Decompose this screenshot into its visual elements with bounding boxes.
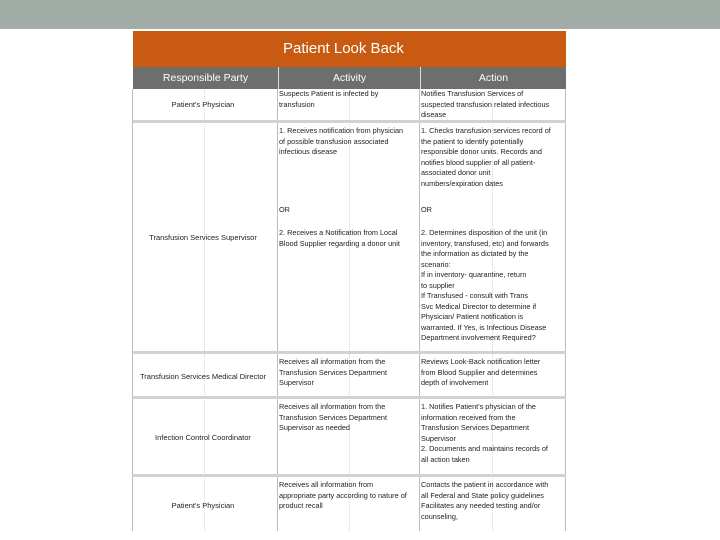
header-activity: Activity — [332, 72, 367, 84]
row-activity-1: 1. Receives notification from physician of possible transfusion associated infectious disease — [279, 126, 404, 156]
row-separator — [133, 351, 566, 354]
row-activity: Receives all information from appropriate party according to nature of product recall — [279, 480, 407, 510]
row-party: Infection Control Coordinator — [155, 433, 251, 442]
row-action: 1. Notifies Patient's physician of the information received from the Transfusion Services Department Supervisor 2. Documents and maintains records of all action taken — [421, 402, 548, 464]
row-party: Patient's Physician — [171, 100, 235, 109]
top-banner — [0, 0, 720, 29]
row-activity: Suspects Patient is infected by transfusion — [279, 89, 379, 109]
row-activity-or: OR — [279, 205, 290, 214]
row-action-2: 2. Determines disposition of the unit (in inventory, transfused, etc) and forwards the information as dictated by the scenario: If in inventory- quarantine, return to supplier If Transfused - consult with Trans Svc Medical Director to determine if Physician/ Patient notification is warranted. If Yes, is Infectious Disease Department involvement Required? — [421, 228, 549, 342]
row-activity-2: 2. Receives a Notification from Local Blood Supplier regarding a donor unit — [279, 228, 400, 248]
header-action: Action — [478, 72, 509, 84]
row-action-or: OR — [421, 205, 432, 214]
row-action: Notifies Transfusion Services of suspected transfusion related infectious disease — [421, 89, 550, 119]
row-action: Reviews Look-Back notification letter from Blood Supplier and determines depth of involvement — [421, 357, 541, 387]
column-divider — [565, 89, 566, 531]
row-party: Transfusion Services Medical Director — [139, 372, 266, 381]
header-row — [133, 67, 566, 89]
row-separator — [133, 474, 566, 477]
column-divider — [419, 89, 420, 531]
row-separator — [133, 396, 566, 399]
row-action-1: 1. Checks transfusion services record of the patient to identify potentially responsible donor units. Records and notifies blood supplier of all patient- associated donor unit numbers/expiration dates — [421, 126, 551, 188]
table-title: Patient Look Back — [133, 31, 566, 67]
row-activity: Receives all information from the Transfusion Services Department Supervisor — [279, 357, 388, 387]
column-divider — [132, 89, 133, 531]
row-party: Patient's Physician — [171, 501, 235, 510]
row-party: Transfusion Services Supervisor — [149, 233, 257, 242]
row-action: Contacts the patient in accordance with all Federal and State policy guidelines Facilitates any needed testing and/or counseling, — [421, 480, 549, 521]
spreadsheet-table — [132, 31, 566, 531]
column-divider — [277, 89, 278, 531]
header-responsible-party: Responsible Party — [162, 72, 249, 84]
row-activity: Receives all information from the Transfusion Services Department Supervisor as needed — [279, 402, 388, 432]
